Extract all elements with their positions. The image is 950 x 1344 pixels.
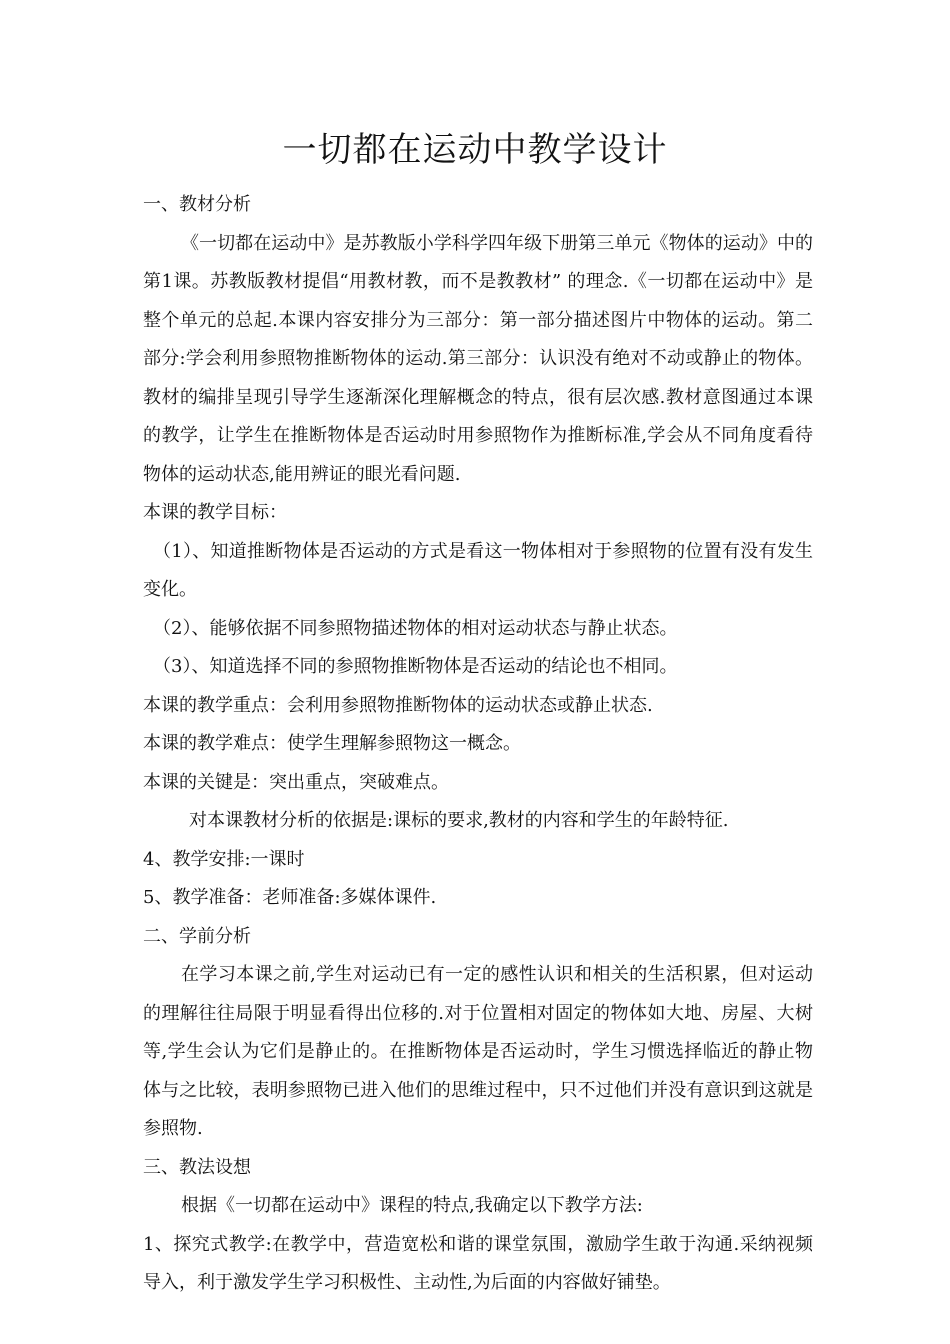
teaching-goals-heading: 本课的教学目标： <box>143 502 287 523</box>
method-item-1: 1、探究式教学:在教学中，营造宽松和谐的课堂氛围，激励学生敢于沟通.采纳视频导入，利于激发学生学习积极性、主动性,为后面的内容做好铺垫。 <box>143 1233 813 1293</box>
paragraph-pre-learning: 在学习本课之前,学生对运动已有一定的感性认识和相关的生活积累，但对运动的理解往往局限于明显看得出位移的.对于位置相对固定的物体如大地、房屋、大树等,学生会认为它们是静止的。在推断物体是否运动时，学生习惯选择临近的静止物体与之比较，表明参照物已进入他们的思维过程中，只不过他们并没有意识到这就是参照物. <box>143 964 813 1139</box>
analysis-basis: 对本课教材分析的依据是:课标的要求,教材的内容和学生的年龄特征. <box>189 810 729 831</box>
section-heading-teaching-method: 三、教法设想 <box>143 1156 251 1178</box>
document-title: 一切都在运动中教学设计 <box>282 130 668 170</box>
paragraph-method-intro: 根据《一切都在运动中》课程的特点,我确定以下教学方法: <box>181 1195 643 1216</box>
goal-item-3: （3）、知道选择不同的参照物推断物体是否运动的结论也不相同。 <box>153 656 678 677</box>
teaching-difficulty: 本课的教学难点：使学生理解参照物这一概念。 <box>143 733 521 754</box>
teaching-schedule: 4、教学安排:一课时 <box>143 848 305 870</box>
section-heading-textbook-analysis: 一、教材分析 <box>143 194 251 215</box>
teaching-focus: 本课的教学重点：会利用参照物推断物体的运动状态或静止状态. <box>143 694 653 716</box>
section-heading-pre-learning: 二、学前分析 <box>143 925 251 947</box>
goal-item-1: （1）、知道推断物体是否运动的方式是看这一物体相对于参照物的位置有没有发生变化。 <box>143 540 813 600</box>
lesson-key: 本课的关键是：突出重点，突破难点。 <box>143 771 449 793</box>
document-body <box>143 186 813 1303</box>
teaching-preparation: 5、教学准备：老师准备:多媒体课件. <box>143 887 437 908</box>
goal-item-2: （2）、能够依据不同参照物描述物体的相对运动状态与静止状态。 <box>153 617 678 639</box>
paragraph-textbook-overview: 《一切都在运动中》是苏教版小学科学四年级下册第三单元《物体的运动》中的第1课。苏教版教材提倡“用教材教，而不是教教材” 的理念.《一切都在运动中》是整个单元的总起.本课内容安排分为三部分：第一部分描述图片中物体的运动。第二部分:学会利用参照物推断物体的运动.第三部分：认识没有绝对不动或静止的物体。教材的编排呈现引导学生逐渐深化理解概念的特点，很有层次感.教材意图通过本课的教学，让学生在推断物体是否运动时用参照物作为推断标准,学会从不同角度看待物体的运动状态,能用辨证的眼光看问题. <box>143 232 813 485</box>
